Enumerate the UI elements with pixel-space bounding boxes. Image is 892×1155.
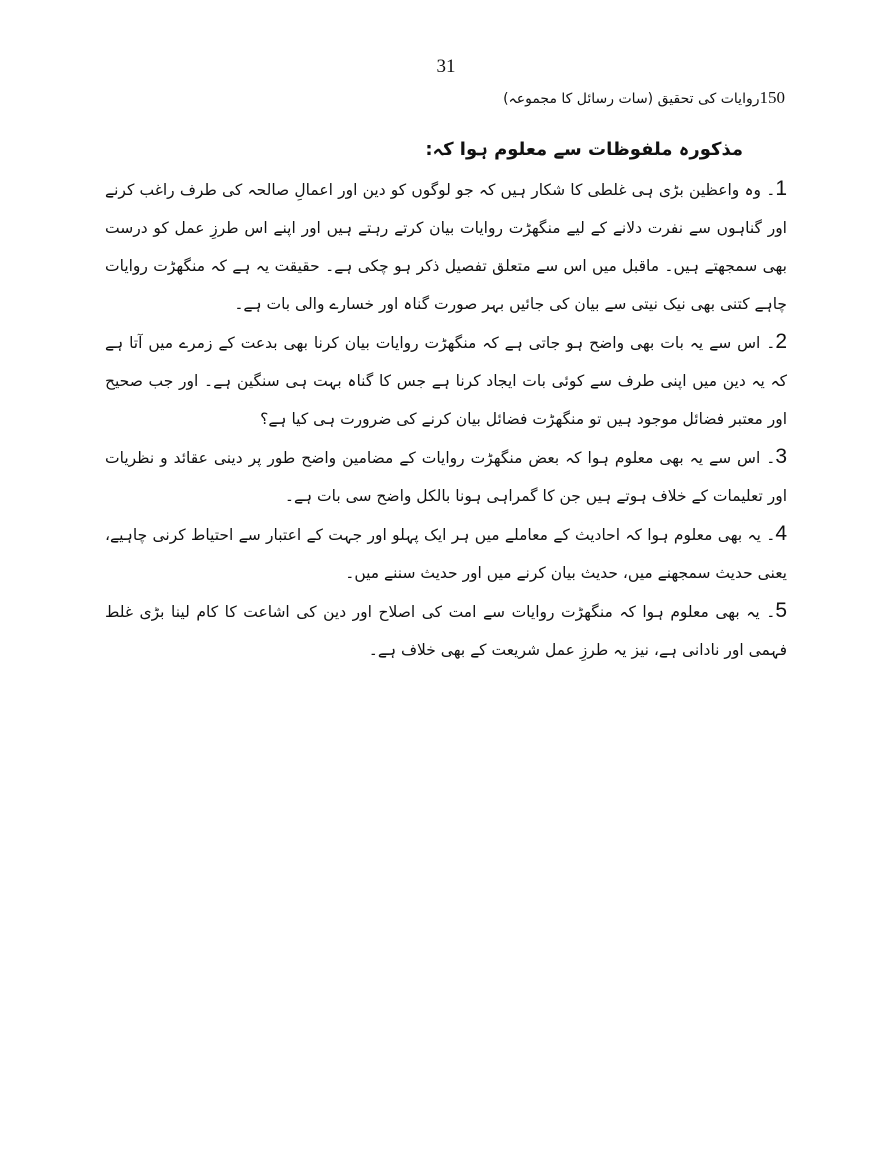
numbered-point-3	[105, 438, 787, 515]
numbered-point-2	[105, 323, 787, 438]
intro-heading: مذکورہ ملفوظات سے معلوم ہوا کہ:	[425, 139, 743, 160]
numbered-point-4	[105, 515, 787, 592]
point-text: ۔ وہ واعظین بڑی ہی غلطی کا شکار ہیں کہ جو لوگوں کو دین اور اعمالِ صالحہ کی طرف راغب کرنے اور گناہوں سے نفرت دلانے کے لیے منگھڑت روایات بیان کرتے رہتے ہیں اور اپنے اس طرزِ عمل کو درست بھی سمجھتے ہیں۔ ماقبل میں اس سے متعلق تفصیل ذکر ہو چکی ہے۔ حقیقت یہ ہے کہ منگھڑت روایات چاہے کتنی بھی نیک نیتی سے بیان کی جائیں بہر صورت گناہ اور خسارے والی بات ہے۔	[105, 181, 787, 313]
point-text: ۔ یہ بھی معلوم ہوا کہ احادیث کے معاملے میں ہر ایک پہلو اور جہت کے اعتبار سے احتیاط کرنی چاہیے، یعنی حدیث سمجھنے میں، حدیث بیان کرنے میں اور حدیث سننے میں۔	[105, 526, 787, 582]
point-text: ۔ یہ بھی معلوم ہوا کہ منگھڑت روایات سے امت کی اصلاح اور دین کی اشاعت کا کام لینا بڑی غلط فہمی اور نادانی ہے، نیز یہ طرزِ عمل شریعت کے بھی خلاف ہے۔	[105, 603, 787, 659]
header-book-title: روایات کی تحقیق (سات رسائل کا مجموعہ)	[503, 91, 760, 107]
point-number: 4	[775, 522, 787, 545]
header-book-number: 150	[759, 88, 785, 107]
point-text: ۔ اس سے یہ بات بھی واضح ہو جاتی ہے کہ منگھڑت روایات بیان کرنا بھی بدعت کے زمرے میں آتا ہے کہ یہ دین میں اپنی طرف سے کوئی بات ایجاد کرنا ہے جس کا گناہ بہت ہی سنگین ہے۔ اور جب صحیح اور معتبر فضائل موجود ہیں تو منگھڑت فضائل بیان کرنے کی ضرورت ہی کیا ہے؟	[105, 334, 787, 428]
page-body	[105, 132, 787, 669]
numbered-point-5	[105, 592, 787, 669]
page-number: 31	[436, 56, 456, 77]
point-number: 5	[775, 599, 787, 622]
point-text: ۔ اس سے یہ بھی معلوم ہوا کہ بعض منگھڑت روایات کے مضامین واضح طور پر دینی عقائد و نظریات اور تعلیمات کے خلاف ہوتے ہیں جن کا گمراہی ہونا بالکل واضح سی بات ہے۔	[105, 449, 787, 505]
numbered-point-1	[105, 170, 787, 323]
running-header	[503, 88, 785, 108]
point-number: 1	[775, 177, 787, 200]
point-number: 2	[775, 330, 787, 353]
point-number: 3	[775, 445, 787, 468]
